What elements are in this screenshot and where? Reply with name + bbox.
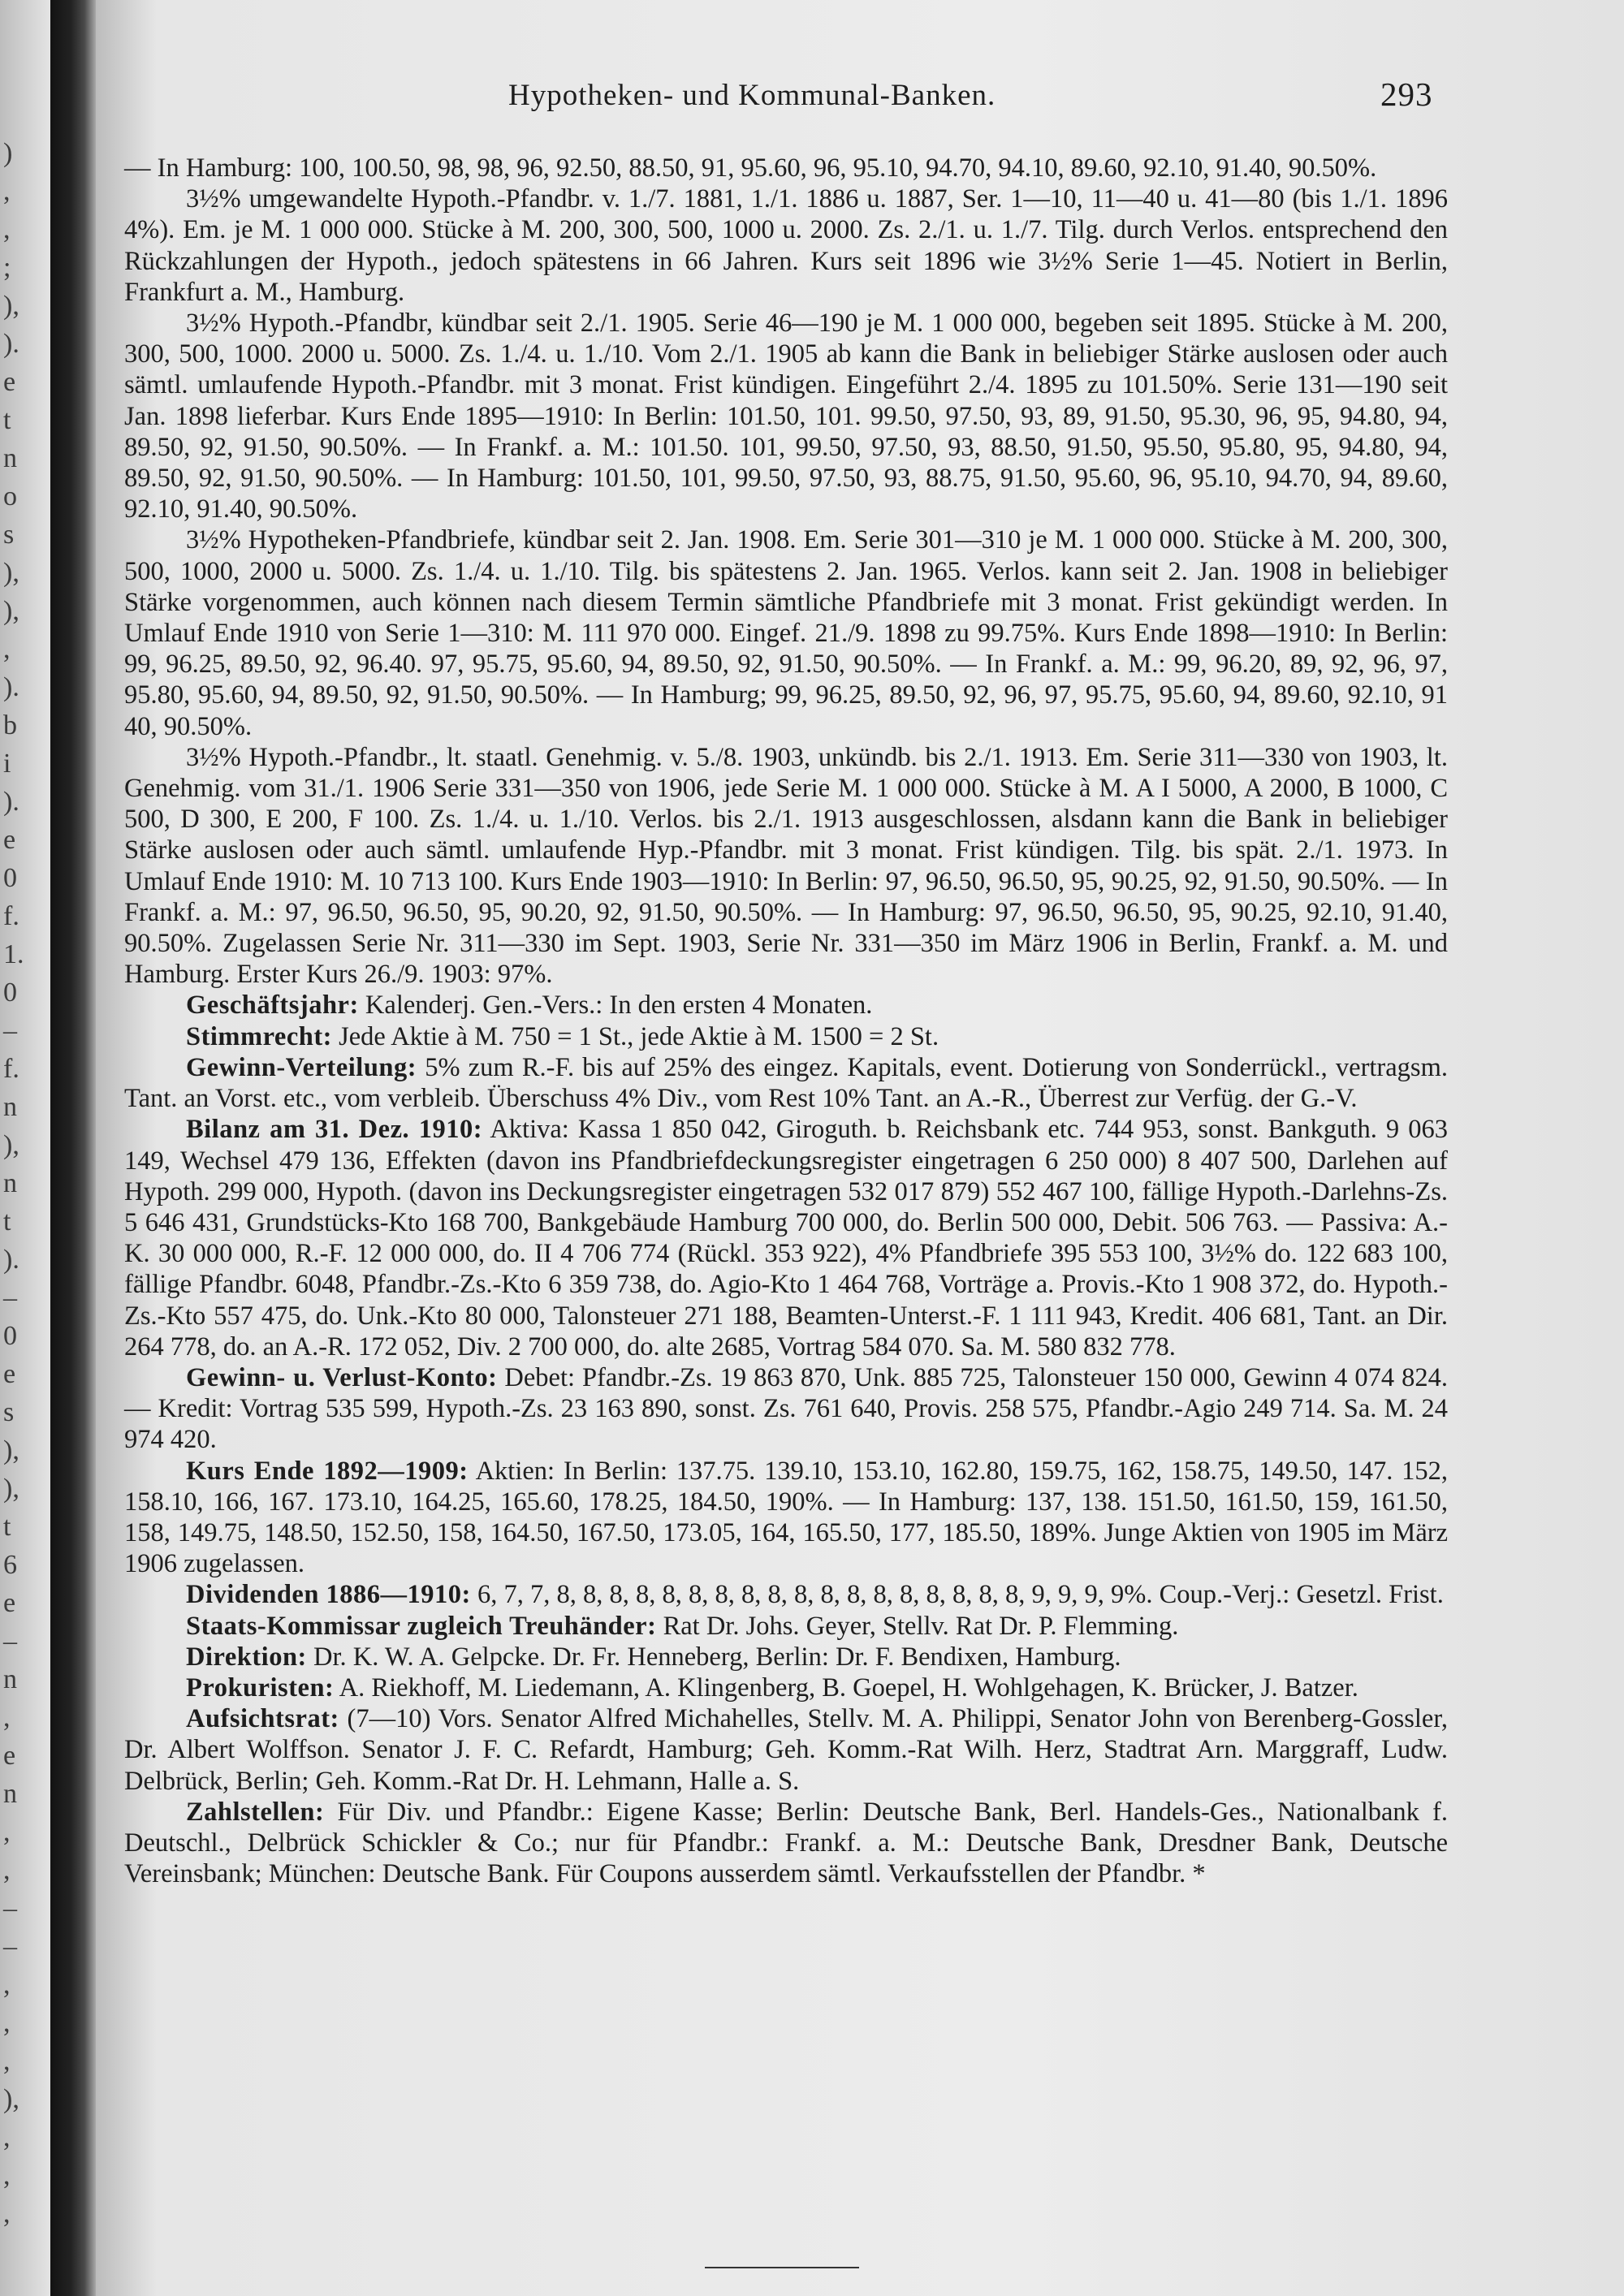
end-rule — [705, 2267, 859, 2268]
margin-fragment: i — [3, 749, 11, 779]
paragraph-text: Aktiva: Kassa 1 850 042, Giroguth. b. Reichsbank etc. 744 953, sonst. Bankguth. 9 063 149, Wechsel 479 136, Effekten (davon ins Pfandbriefdeckungsregister eingetragen 6 250 000) 8 407 500, Darlehen auf Hypoth. 299 000, Hypoth. (davon ins Deckungsregister eingetragen 532 017 879) 552 467 100, fällige Hypoth.-Darlehns-Zs. 5 646 431, Grundstücks-Kto 168 700, Bankgebäude Hamburg 700 000, do. Berlin 500 000, Debit. 506 763. — Passiva: A.-K. 30 000 000, R.-F. 12 000 000, do. II 4 706 774 (Rückl. 353 922), 4% Pfandbriefe 395 553 100, 3½% do. 122 683 100, fällige Pfandbr. 6048, Pfandbr.-Zs.-Kto 6 359 738, do. Agio-Kto 1 464 768, Vorträge a. Provis.-Kto 1 908 372, do. Hypoth.-Zs.-Kto 557 475, do. Unk.-Kto 80 000, Talonsteuer 271 188, Beamten-Unterst.-F. 1 111 943, Kredit. 406 681, Tant. an Dir. 264 778, do. an A.-R. 172 052, Div. 2 700 000, do. alte 2685, Vortrag 584 070. Sa. M. 580 832 778. — [124, 1115, 1448, 1362]
margin-fragment: , — [3, 2008, 11, 2038]
margin-fragment: t — [3, 1512, 11, 1542]
paragraph-text: Kalenderj. Gen.-Vers.: In den ersten 4 Monaten. — [358, 990, 873, 1021]
paragraph-text: Jede Aktie à M. 750 = 1 St., jede Aktie à M. 1500 = 2 St. — [331, 1021, 939, 1051]
margin-fragment: n — [3, 1092, 17, 1122]
paragraph-text: Für Div. und Pfandbr.: Eigene Kasse; Berlin: Deutsche Bank, Berl. Handels-Ges., Nationalbank f. Deutschl., Delbrück Schickler & Co.; nur für Pfandbr.: Frankf. a. M.: Deutsche Bank, Dresdner Bank, Deutsche Vereinsbank; München: Deutsche Bank. Für Coupons ausserdem sämtl. Verkaufsstellen der Pfandbr. * — [124, 1797, 1448, 1889]
margin-fragment: f. — [3, 901, 19, 931]
margin-fragment: e — [3, 1588, 16, 1618]
section-label: Gewinn- u. Verlust-Konto: — [186, 1362, 498, 1392]
paragraph — [124, 183, 1448, 308]
section-label: Staats-Kommissar zugleich Treuhänder: — [186, 1611, 657, 1641]
margin-fragment: , — [3, 1855, 11, 1885]
paragraph — [124, 1672, 1448, 1703]
section-label: Aufsichtsrat: — [186, 1704, 339, 1734]
section-label: Prokuristen: — [186, 1672, 335, 1703]
paragraph-text: 3½% Hypotheken-Pfandbriefe, kündbar seit 2. Jan. 1908. Em. Serie 301—310 je M. 1 000 000. Stücke à M. 200, 300, 500, 1000, 2000 u. 5000. Zs. 1./4. u. 1./10. Tilg. bis spätestens 2. Jan. 1965. Verlos. kann seit 2. Jan. 1908 in beliebiger Stärke vorgenommen, auch können nach diesem Termin sämtliche Pfandbriefe mit 3 monat. Frist gekündigt werden. In Umlauf Ende 1910 von Serie 1—310: M. 111 970 000. Eingef. 21./9. 1898 zu 99.75%. Kurs Ende 1898—1910: In Berlin: 99, 96.25, 89.50, 92, 96.40. 97, 95.75, 95.60, 94, 89.50, 92, 91.50, 90.50%. — In Frankf. a. M.: 99, 96.20, 89, 92, 96, 97, 95.80, 95.60, 94, 89.50, 92, 91.50, 90.50%. — In Hamburg; 99, 96.25, 89.50, 92, 96, 97, 95.75, 95.60, 94, 89.60, 92.10, 91 40, 90.50%. — [124, 525, 1448, 741]
section-label: Bilanz am 31. Dez. 1910: — [186, 1115, 483, 1145]
margin-fragment: – — [3, 1626, 17, 1656]
margin-fragment: ) — [3, 138, 13, 168]
margin-fragment: s — [3, 1397, 15, 1427]
running-title: Hypotheken- und Kommunal-Banken. — [508, 79, 996, 112]
margin-fragment: n — [3, 1168, 17, 1198]
margin-fragment: – — [3, 1283, 17, 1313]
margin-fragment: b — [3, 710, 17, 740]
margin-fragment: n — [3, 1664, 17, 1694]
margin-fragment: 6 — [3, 1550, 17, 1580]
paragraph — [124, 1703, 1448, 1797]
margin-fragment: , — [3, 2122, 11, 2152]
margin-fragment: e — [3, 1359, 16, 1389]
paragraph-text: 5% zum R.-F. bis auf 25% des eingez. Kapitals, event. Dotierung von Sonderrückl., vertragsm. Tant. an Vorst. etc., vom verbleib. Überschuss 4% Div., vom Rest 10% Tant. an A.-R., Überrest zur Verfüg. der G.-V. — [124, 1052, 1448, 1114]
paragraph — [124, 524, 1448, 741]
paragraph-text: 6, 7, 7, 8, 8, 8, 8, 8, 8, 8, 8, 8, 8, 8, 8, 8, 8, 8, 8, 8, 8, 9, 9, 9, 9%. Coup.-Verj.: Gesetzl. Frist. — [470, 1580, 1444, 1610]
margin-fragment: , — [3, 634, 11, 664]
margin-fragment: , — [3, 214, 11, 244]
margin-fragment: – — [3, 1016, 17, 1046]
section-label: Dividenden 1886—1910: — [186, 1580, 471, 1610]
paragraph — [124, 153, 1448, 183]
margin-fragment: , — [3, 2160, 11, 2190]
margin-fragment: 0 — [3, 978, 17, 1008]
paragraph — [124, 1797, 1448, 1890]
paragraph-text: Dr. K. W. A. Gelpcke. Dr. Fr. Henneberg, Berlin: Dr. F. Bendixen, Hamburg. — [306, 1642, 1121, 1672]
paragraph-text: 3½% Hypoth.-Pfandbr, kündbar seit 2./1. 1905. Serie 46—190 je M. 1 000 000, begeben seit 1895. Stücke à M. 200, 300, 500, 1000. 2000 u. 5000. Zs. 1./4. u. 1./10. Vom 2./1. 1905 ab kann die Bank in beliebiger Stärke auslosen oder auch sämtl. umlaufende Hypoth.-Pfandbr. mit 3 monat. Frist kündigen. Eingeführt 2./4. 1895 zu 101.50%. Serie 131—190 seit Jan. 1898 lieferbar. Kurs Ende 1895—1910: In Berlin: 101.50, 101. 99.50, 97.50, 93, 89, 91.50, 95.30, 96, 95, 94.80, 94, 89.50, 92, 91.50, 90.50%. — In Frankf. a. M.: 101.50. 101, 99.50, 97.50, 93, 88.50, 91.50, 95.50, 95.80, 95, 94.80, 94, 89.50, 92, 91.50, 90.50%. — In Hamburg: 101.50, 101, 99.50, 97.50, 93, 88.75, 91.50, 95.60, 96, 95.10, 94.70, 94, 89.60, 92.10, 91.40, 90.50%. — [124, 309, 1448, 524]
paragraph — [124, 1052, 1448, 1114]
body-text — [124, 153, 1448, 1889]
margin-fragment: n — [3, 443, 17, 473]
paragraph — [124, 1362, 1448, 1456]
margin-fragment: s — [3, 520, 15, 550]
margin-fragment: ; — [3, 252, 11, 283]
margin-fragment: ), — [3, 558, 19, 588]
margin-fragment: 0 — [3, 863, 17, 893]
margin-fragment: ). — [3, 329, 19, 359]
paragraph-text: Debet: Pfandbr.-Zs. 19 863 870, Unk. 885 725, Talonsteuer 150 000, Gewinn 4 074 824. — Kredit: Vortrag 535 599, Hypoth.-Zs. 23 163 890, sonst. Zs. 761 640, Provis. 258 575, Pfandbr.-Agio 249 714. Sa. M. 24 974 420. — [124, 1362, 1448, 1455]
margin-fragment: , — [3, 1970, 11, 2000]
margin-fragment: ), — [3, 2084, 19, 2114]
section-label: Gewinn-Verteilung: — [186, 1052, 417, 1082]
paragraph — [124, 1114, 1448, 1362]
paragraph — [124, 1021, 1448, 1052]
paragraph-text: Aktien: In Berlin: 137.75. 139.10, 153.10, 162.80, 159.75, 162, 158.75, 149.50, 147. 152, 158.10, 166, 167. 173.10, 164.25, 165.60, 178.25, 184.50, 190%. — In Hamburg: 137, 138. 151.50, 161.50, 159, 161.50, 158, 149.75, 148.50, 152.50, 158, 164.50, 167.50, 173.05, 164, 165.50, 177, 185.50, 189%. Junge Aktien von 1905 im März 1906 zugelassen. — [124, 1456, 1448, 1579]
margin-fragment: ). — [3, 1245, 19, 1275]
margin-fragment: – — [3, 1931, 17, 1962]
margin-fragment: o — [3, 481, 17, 511]
paragraph — [124, 1579, 1448, 1610]
margin-fragment: , — [3, 2199, 11, 2229]
margin-fragment: ), — [3, 1474, 19, 1504]
paragraph — [124, 308, 1448, 524]
section-label: Direktion: — [186, 1642, 307, 1672]
page-number: 293 — [1380, 76, 1433, 113]
margin-fragment: , — [3, 2046, 11, 2076]
page-header — [96, 78, 1476, 127]
margin-fragment: e — [3, 825, 16, 855]
paragraph — [124, 1611, 1448, 1642]
section-label: Stimmrecht: — [186, 1021, 332, 1051]
section-label: Geschäftsjahr: — [186, 990, 359, 1021]
margin-fragment: ). — [3, 787, 19, 817]
paragraph-text: 3½% Hypoth.-Pfandbr., lt. staatl. Genehmig. v. 5./8. 1903, unkündb. bis 2./1. 1913. Em. Serie 311—330 von 1903, lt. Genehmig. vom 31./1. 1906 Serie 331—350 von 1906, jede Serie M. 1 000 000. Stücke à M. A I 5000, A 2000, B 1000, C 500, D 300, E 200, F 100. Zs. 1./4. u. 1./10. Verlos. bis 2./1. 1913 ausgeschlossen, alsdann kann die Bank in beliebiger Stärke auslosen oder auch sämtl. umlaufende Hyp.-Pfandbr. mit 3 monat. Frist kündigen. Tilg. bis spät. 2./1. 1973. In Umlauf Ende 1910: M. 10 713 100. Kurs Ende 1903—1910: In Berlin: 97, 96.50, 96.50, 95, 90.25, 92, 91.50, 90.50%. — In Frankf. a. M.: 97, 96.50, 96.50, 95, 90.20, 92, 91.50, 90.50%. — In Hamburg: 97, 96.50, 96.50, 95, 90.25, 92.10, 91.40, 90.50%. Zugelassen Serie Nr. 311—330 im Sept. 1903, Serie Nr. 331—350 im März 1906 in Berlin, Frankf. a. M. und Hamburg. Erster Kurs 26./9. 1903: 97%. — [124, 742, 1448, 990]
margin-fragment: ), — [3, 291, 19, 321]
paragraph — [124, 990, 1448, 1021]
paragraph — [124, 1642, 1448, 1672]
margin-fragment: , — [3, 176, 11, 206]
paragraph — [124, 1456, 1448, 1580]
margin-fragment: ), — [3, 1435, 19, 1465]
paragraph-text: Rat Dr. Johs. Geyer, Stellv. Rat Dr. P. Flemming. — [656, 1611, 1179, 1641]
paragraph-text: A. Riekhoff, M. Liedemann, A. Klingenberg, B. Goepel, H. Wohlgehagen, K. Brücker, J. Batzer. — [334, 1672, 1358, 1703]
margin-fragment: e — [3, 367, 16, 397]
margin-fragment: 0 — [3, 1321, 17, 1351]
paragraph-text: — In Hamburg: 100, 100.50, 98, 98, 96, 92.50, 88.50, 91, 95.60, 96, 95.10, 94.70, 94.10, 89.60, 92.10, 91.40, 90.50%. — [124, 153, 1377, 183]
margin-fragment: n — [3, 1779, 17, 1809]
document-page — [96, 0, 1624, 2296]
paragraph — [124, 742, 1448, 990]
margin-fragment: ), — [3, 1130, 19, 1160]
margin-fragment: – — [3, 1893, 17, 1923]
margin-fragment: 1. — [3, 939, 24, 969]
margin-fragment: e — [3, 1741, 16, 1771]
left-page-edge — [0, 0, 50, 2296]
paragraph-text: (7—10) Vors. Senator Alfred Michahelles, Stellv. M. A. Philippi, Senator John von Berenberg-Gossler, Dr. Albert Wolffson. Senator J. F. C. Refardt, Hamburg; Geh. Komm.-Rat Wilh. Herz, Stadtrat Arn. Marggraff, Ludw. Delbrück, Berlin; Geh. Komm.-Rat Dr. H. Lehmann, Halle a. S. — [124, 1704, 1448, 1796]
margin-fragment: ). — [3, 672, 19, 702]
margin-fragment: ), — [3, 596, 19, 626]
margin-fragment: t — [3, 1206, 11, 1236]
margin-fragment: , — [3, 1703, 11, 1733]
margin-fragment: , — [3, 1817, 11, 1847]
paragraph-text: 3½% umgewandelte Hypoth.-Pfandbr. v. 1./7. 1881, 1./1. 1886 u. 1887, Ser. 1—10, 11—40 u. 41—80 (bis 1./1. 1896 4%). Em. je M. 1 000 000. Stücke à M. 200, 300, 500, 1000 u. 2000. Zs. 2./1. u. 1./7. Tilg. durch Verlos. entsprechend den Rückzahlungen der Hypoth., jedoch spätestens in 66 Jahren. Kurs seit 1896 wie 3½% Serie 1—45. Notiert in Berlin, Frankfurt a. M., Hamburg. — [124, 184, 1448, 307]
margin-fragment: t — [3, 405, 11, 435]
book-gutter — [50, 0, 96, 2296]
section-label: Zahlstellen: — [186, 1797, 325, 1827]
margin-fragment: f. — [3, 1054, 19, 1084]
section-label: Kurs Ende 1892—1909: — [186, 1456, 469, 1486]
